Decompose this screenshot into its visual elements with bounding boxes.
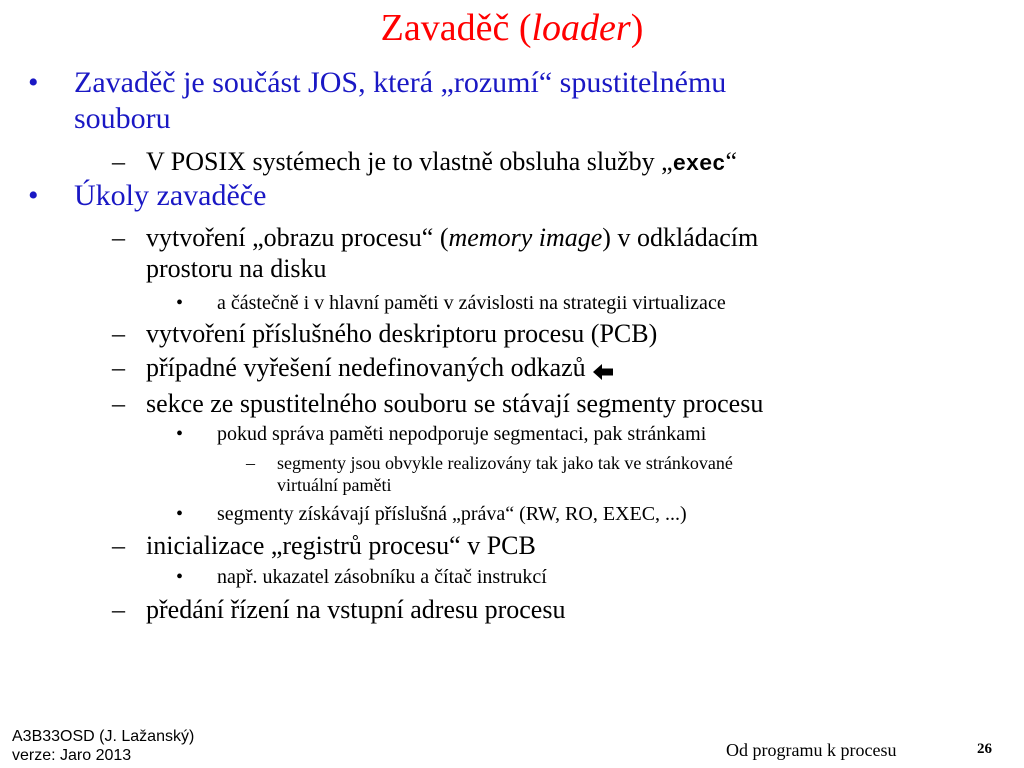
bullet-2-sub-4-sub-1-sub-1-line-2: virtuální paměti	[277, 475, 392, 495]
dash-marker: –	[246, 453, 255, 473]
bullet-2-sub-3	[146, 354, 614, 382]
bullet-2-sub-4-sub-1: pokud správa paměti nepodporuje segmentaci, pak stránkami	[217, 423, 707, 445]
sub-text: V POSIX systémech je to vlastně obsluha služby „	[146, 147, 673, 176]
footer-course-info	[12, 727, 194, 765]
bullet-1-sub-1	[146, 148, 737, 179]
bullet-2-sub-4-sub-2: segmenty získávají příslušná „práva“ (RW, RO, EXEC, ...)	[217, 503, 687, 525]
exec-code: exec	[672, 152, 726, 177]
bullet-2-sub-5-sub-1: např. ukazatel zásobníku a čítač instrukcí	[217, 566, 547, 588]
bullet-marker: •	[28, 179, 39, 212]
footer-version: verze: Jaro 2013	[12, 747, 132, 764]
dash-marker: –	[112, 223, 125, 252]
sub-text-end: “	[725, 147, 738, 176]
title-end: )	[630, 7, 644, 49]
bullet-2-sub-5: inicializace „registrů procesu“ v PCB	[146, 531, 536, 560]
bullet-1-line-2: souboru	[74, 102, 171, 135]
bullet-marker: •	[176, 423, 184, 445]
bullet-2-sub-6: předání řízení na vstupní adresu procesu	[146, 595, 566, 624]
bullet-2-sub-4-sub-1-sub-1-line-1: segmenty jsou obvykle realizovány tak jako tak ve stránkované	[277, 453, 733, 473]
dash-marker: –	[112, 319, 125, 348]
sub-text-end: ) v odkládacím	[602, 223, 759, 252]
footer-course: A3B33OSD (J. Lažanský)	[12, 728, 195, 745]
title-main: Zavaděč (	[380, 7, 532, 49]
bullet-2-sub-1-line-2: prostoru na disku	[146, 254, 327, 283]
left-arrow-icon	[592, 359, 614, 377]
dash-marker: –	[112, 147, 125, 176]
bullet-marker: •	[176, 292, 184, 314]
page-number: 26	[977, 741, 992, 757]
bullet-marker: •	[176, 503, 184, 525]
sub-text: případné vyřešení nedefinovaných odkazů	[146, 353, 586, 382]
sub-text: vytvoření „obrazu procesu“ (	[146, 223, 449, 252]
footer-topic: Od programu k procesu	[726, 740, 897, 760]
bullet-2-sub-2: vytvoření příslušného deskriptoru procesu (PCB)	[146, 319, 658, 348]
dash-marker: –	[112, 353, 125, 382]
bullet-marker: •	[176, 566, 184, 588]
bullet-2-sub-4: sekce ze spustitelného souboru se stávají segmenty procesu	[146, 389, 764, 418]
dash-marker: –	[112, 531, 125, 560]
bullet-2-sub-1	[146, 224, 758, 252]
memory-image-term: memory image	[448, 223, 603, 252]
title-italic: loader	[531, 7, 631, 49]
dash-marker: –	[112, 595, 125, 624]
bullet-2-sub-1-sub-1: a částečně i v hlavní paměti v závislosti na strategii virtualizace	[217, 292, 726, 314]
bullet-2: Úkoly zavaděče	[74, 179, 267, 212]
bullet-1-line-1: Zavaděč je součást JOS, která „rozumí“ spustitelnému	[74, 66, 727, 99]
dash-marker: –	[112, 389, 125, 418]
bullet-marker: •	[28, 66, 39, 99]
